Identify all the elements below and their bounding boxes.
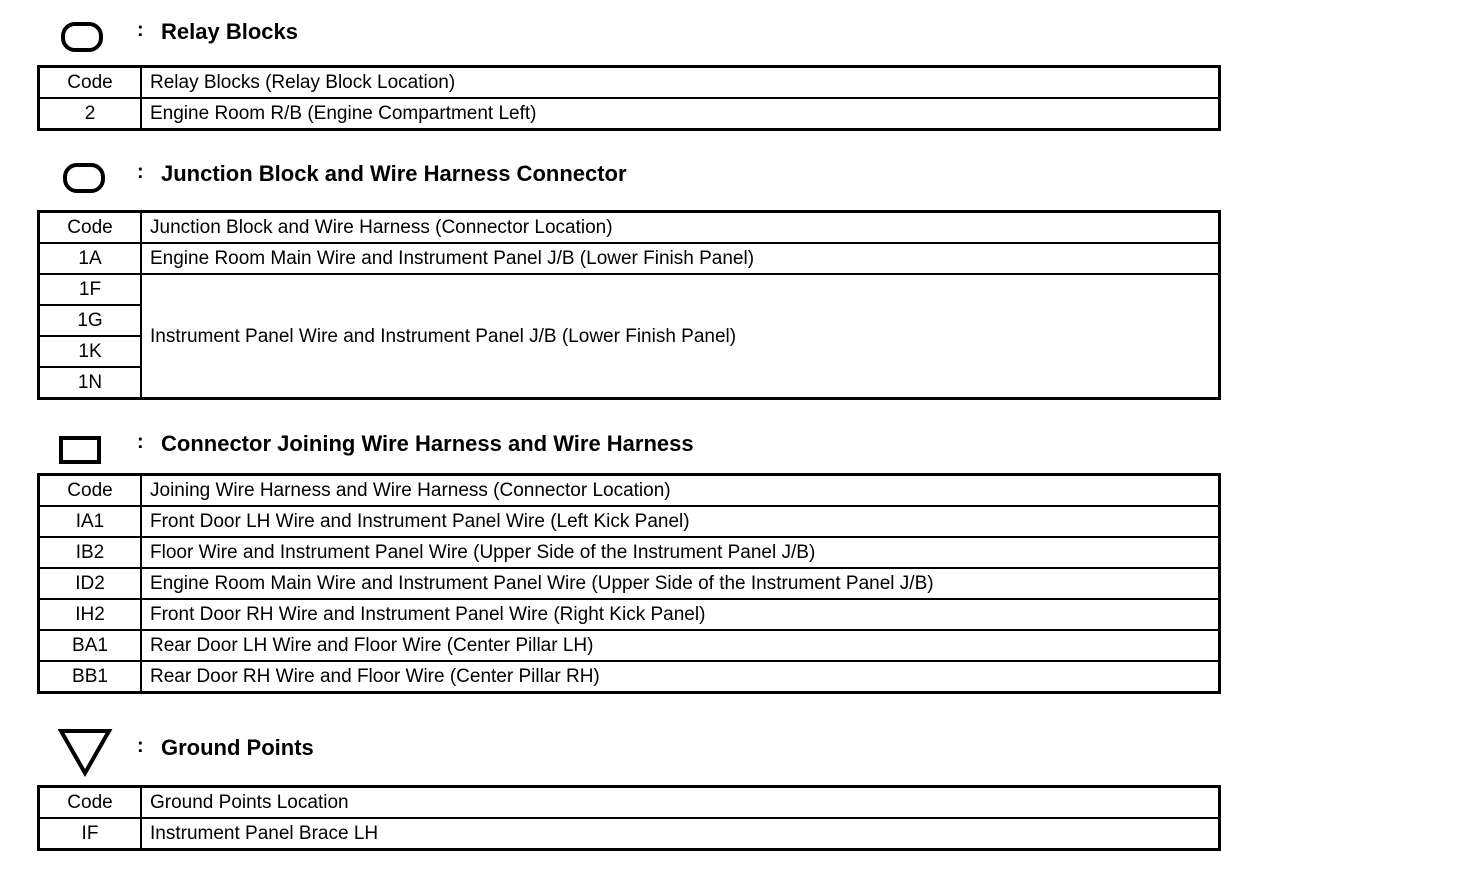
- code-cell: IH2: [39, 599, 142, 630]
- code-cell: IF: [39, 818, 142, 850]
- location-cell: Engine Room Main Wire and Instrument Panel Wire (Upper Side of the Instrument Panel J/B): [141, 568, 1220, 599]
- table-row: [39, 599, 1220, 630]
- table-row: [39, 274, 1220, 305]
- code-cell: BA1: [39, 630, 142, 661]
- table-header-row: [39, 787, 1220, 819]
- code-cell: 1N: [39, 367, 142, 399]
- location-header: Ground Points Location: [141, 787, 1220, 819]
- location-header: Joining Wire Harness and Wire Harness (Connector Location): [141, 475, 1220, 507]
- square-icon: [59, 436, 101, 464]
- code-cell: ID2: [39, 568, 142, 599]
- table-header-row: [39, 475, 1220, 507]
- ground-points-table: [37, 785, 1221, 851]
- code-header: Code: [39, 212, 142, 244]
- location-cell: Instrument Panel Wire and Instrument Panel J/B (Lower Finish Panel): [141, 274, 1220, 399]
- code-cell: 2: [39, 98, 142, 130]
- relay-blocks-table: [37, 65, 1221, 131]
- table-row: [39, 537, 1220, 568]
- colon: :: [137, 431, 144, 453]
- code-cell: BB1: [39, 661, 142, 693]
- section-header-ground-points: [0, 732, 900, 772]
- location-cell: Rear Door RH Wire and Floor Wire (Center Pillar RH): [141, 661, 1220, 693]
- location-cell: Engine Room R/B (Engine Compartment Left): [141, 98, 1220, 130]
- location-cell: Rear Door LH Wire and Floor Wire (Center Pillar LH): [141, 630, 1220, 661]
- code-header: Code: [39, 67, 142, 99]
- location-cell: Front Door LH Wire and Instrument Panel Wire (Left Kick Panel): [141, 506, 1220, 537]
- code-cell: 1K: [39, 336, 142, 367]
- table-row: [39, 98, 1220, 130]
- section-title: Junction Block and Wire Harness Connector: [161, 161, 627, 186]
- location-cell: Floor Wire and Instrument Panel Wire (Upper Side of the Instrument Panel J/B): [141, 537, 1220, 568]
- table-row: [39, 568, 1220, 599]
- location-cell: Engine Room Main Wire and Instrument Panel J/B (Lower Finish Panel): [141, 243, 1220, 274]
- colon: :: [137, 19, 144, 41]
- table-row: [39, 630, 1220, 661]
- location-cell: Front Door RH Wire and Instrument Panel Wire (Right Kick Panel): [141, 599, 1220, 630]
- table-header-row: [39, 212, 1220, 244]
- code-header: Code: [39, 475, 142, 507]
- section-title: Connector Joining Wire Harness and Wire Harness: [161, 431, 694, 456]
- rounded-rectangle-icon: [61, 22, 103, 52]
- colon: :: [137, 161, 144, 183]
- triangle-down-icon: [57, 728, 113, 778]
- section-title: Relay Blocks: [161, 19, 298, 44]
- location-header: Junction Block and Wire Harness (Connector Location): [141, 212, 1220, 244]
- connector-joining-table: [37, 473, 1221, 694]
- code-header: Code: [39, 787, 142, 819]
- section-title: Ground Points: [161, 735, 314, 760]
- code-cell: 1A: [39, 243, 142, 274]
- table-row: [39, 661, 1220, 693]
- location-header: Relay Blocks (Relay Block Location): [141, 67, 1220, 99]
- section-header-relay-blocks: [0, 16, 900, 56]
- colon: :: [137, 735, 144, 757]
- rounded-rectangle-icon: [63, 163, 105, 193]
- location-cell: Instrument Panel Brace LH: [141, 818, 1220, 850]
- section-header-connector-joining: [0, 428, 900, 468]
- table-row: [39, 243, 1220, 274]
- table-row: [39, 818, 1220, 850]
- table-header-row: [39, 67, 1220, 99]
- code-cell: 1F: [39, 274, 142, 305]
- table-row: [39, 506, 1220, 537]
- junction-block-table: [37, 210, 1221, 400]
- code-cell: 1G: [39, 305, 142, 336]
- code-cell: IB2: [39, 537, 142, 568]
- code-cell: IA1: [39, 506, 142, 537]
- section-header-junction-block: [0, 158, 900, 198]
